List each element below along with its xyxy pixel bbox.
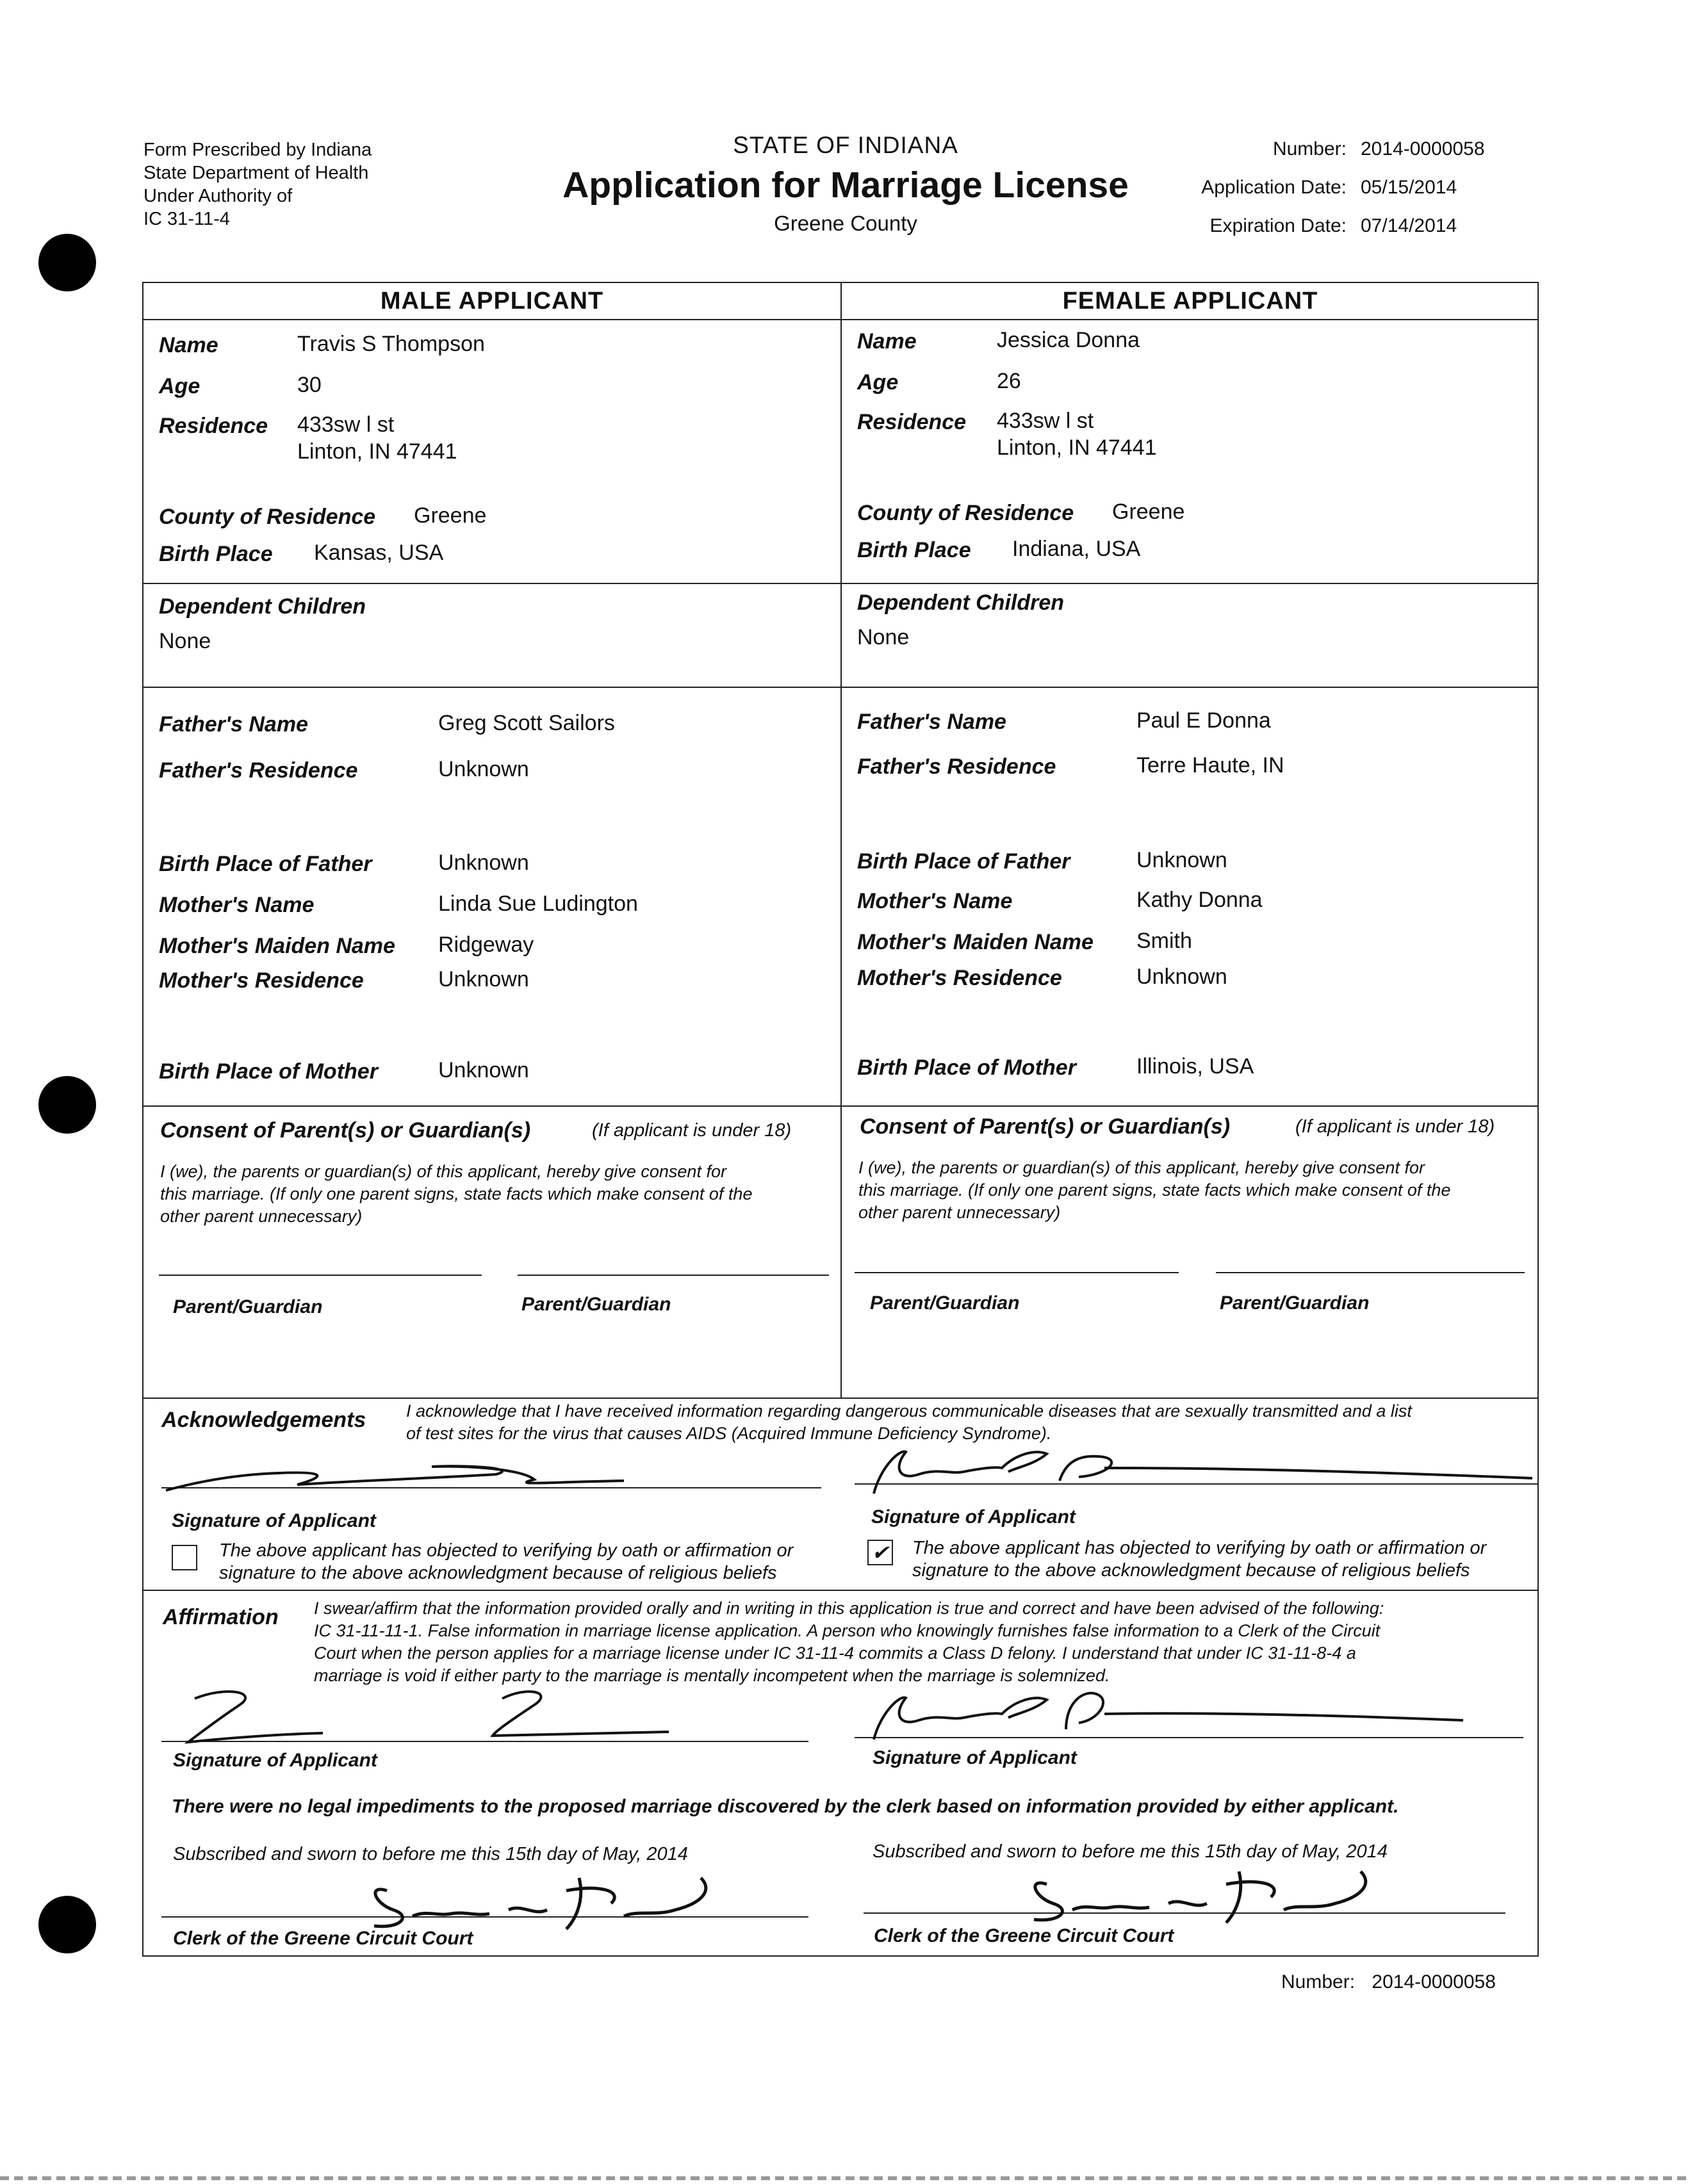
center-divider [840,283,842,1398]
female-sworn-statement: Subscribed and sworn to before me this 15th day of May, 2014 [873,1841,1388,1862]
footer-number-value: 2014-0000058 [1372,1971,1496,1992]
male-mother-birth: Unknown [438,1058,529,1082]
female-objection-text: The above applicant has objected to verifying by oath or affirmation or [912,1538,1487,1558]
female-consent-title: Consent of Parent(s) or Guardian(s) [860,1114,1231,1139]
female-mother-birth-label: Birth Place of Mother [857,1055,1076,1080]
male-mother-residence: Unknown [438,967,529,991]
male-age: 30 [297,373,322,397]
female-mother-maiden-label: Mother's Maiden Name [857,930,1094,954]
male-father-name: Greg Scott Sailors [438,711,615,735]
footer-number [1281,1971,1496,1993]
male-consent-text: I (we), the parents or guardian(s) of this applicant, hereby give consent for [160,1162,726,1181]
male-guardian-label: Parent/Guardian [521,1294,671,1315]
male-clerk-signature-icon [355,1865,739,1935]
male-sworn-statement: Subscribed and sworn to before me this 15th day of May, 2014 [173,1844,688,1864]
male-guardian-label: Parent/Guardian [173,1296,323,1317]
male-mother-residence-label: Mother's Residence [159,968,364,993]
punch-hole-icon [38,234,96,291]
state-name: STATE OF INDIANA [733,132,958,158]
section-divider [143,1398,1539,1399]
female-father-name-label: Father's Name [857,710,1006,734]
male-consent-title: Consent of Parent(s) or Guardian(s) [160,1118,531,1143]
application-form [142,282,1539,1957]
male-residence-city: Linton, IN 47441 [297,439,457,464]
scan-edge-artifact [0,2176,1688,2180]
footer-number-label: Number: [1281,1971,1356,1992]
form-note-line: Under Authority of [143,186,293,206]
female-name-label: Name [857,329,917,354]
female-children: None [857,625,910,649]
female-age-label: Age [857,370,899,395]
county-name: Greene County [774,211,917,235]
female-consent-text: this marriage. (If only one parent signs, state facts which make consent of the [858,1180,1451,1200]
male-residence-label: Residence [159,414,268,438]
male-guardian-signature-line-1[interactable] [159,1275,482,1276]
section-divider [143,1105,1539,1107]
female-county: Greene [1112,500,1185,524]
number-label: Number: [1272,138,1347,159]
male-ack-signature-icon [163,1430,752,1500]
male-father-residence: Unknown [438,757,529,781]
female-guardian-label: Parent/Guardian [870,1292,1020,1314]
affirmation-text: Court when the person applies for a marriage license under IC 31-11-4 commits a Class D felony. I understand that under IC 31-11-8-4 a [314,1643,1356,1663]
female-county-label: County of Residence [857,501,1074,525]
section-divider [143,583,1539,584]
male-mother-name-label: Mother's Name [159,893,315,917]
male-name: Travis S Thompson [297,332,485,356]
male-mother-name: Linda Sue Ludington [438,892,638,916]
male-father-name-label: Father's Name [159,712,308,737]
male-consent-note: (If applicant is under 18) [592,1120,792,1141]
female-consent-note: (If applicant is under 18) [1295,1116,1495,1137]
affirmation-text: I swear/affirm that the information provided orally and in writing in this application is true and correct and have been advised of the following: [314,1599,1384,1618]
section-divider [143,1590,1539,1591]
female-father-name: Paul E Donna [1136,708,1271,733]
document-title: Application for Marriage License [562,165,1129,206]
male-children: None [159,629,211,653]
no-impediments-statement: There were no legal impediments to the proposed marriage discovered by the clerk based on information provided by either applicant. [172,1796,1399,1817]
header-titles [525,132,1166,236]
female-mother-name-label: Mother's Name [857,889,1013,913]
female-guardian-signature-line-1[interactable] [855,1272,1179,1273]
expiration-date-label: Expiration Date: [1209,215,1347,236]
male-applicant-heading: MALE APPLICANT [380,288,604,314]
female-consent-text: other parent unnecessary) [858,1203,1061,1222]
female-residence-label: Residence [857,410,967,434]
form-note-line: State Department of Health [143,163,369,183]
male-name-label: Name [159,333,218,357]
male-ack-signature-label: Signature of Applicant [172,1510,376,1531]
female-mother-residence: Unknown [1136,965,1227,989]
male-age-label: Age [159,374,201,398]
female-name: Jessica Donna [997,328,1140,352]
male-objection-text: signature to the above acknowledgment because of religious beliefs [219,1563,777,1583]
male-mother-birth-label: Birth Place of Mother [159,1059,378,1084]
female-affirmation-signature-icon [855,1675,1521,1746]
punch-hole-icon [38,1076,96,1134]
female-ack-signature-label: Signature of Applicant [871,1506,1076,1528]
acknowledgements-title: Acknowledgements [161,1408,366,1432]
female-children-label: Dependent Children [857,591,1065,615]
female-residence-city: Linton, IN 47441 [997,436,1157,460]
section-divider [143,687,1539,688]
female-objection-checkbox[interactable]: ✔ [867,1540,893,1565]
header-meta [1140,138,1525,254]
application-date: 05/15/2014 [1361,177,1457,198]
female-father-birth: Unknown [1136,848,1227,872]
male-consent-text: this marriage. (If only one parent signs, state facts which make consent of the [160,1184,753,1203]
form-note-line: Form Prescribed by Indiana [143,140,372,160]
male-affirmation-signature-label: Signature of Applicant [173,1750,377,1771]
male-mother-maiden-label: Mother's Maiden Name [159,934,395,958]
affirmation-text: marriage is void if either party to the marriage is mentally incompetent when the marriage is solemnized. [314,1666,1110,1685]
male-affirmation-signature-icon [169,1679,784,1750]
female-father-residence: Terre Haute, IN [1136,753,1284,778]
female-clerk-label: Clerk of the Greene Circuit Court [874,1925,1174,1946]
male-residence-street: 433sw l st [297,412,395,437]
male-father-birth-label: Birth Place of Father [159,852,372,876]
female-mother-residence-label: Mother's Residence [857,966,1062,990]
male-clerk-label: Clerk of the Greene Circuit Court [173,1928,473,1949]
heading-divider [143,319,1539,320]
male-county-label: County of Residence [159,505,376,529]
punch-hole-icon [38,1896,96,1953]
female-birth-place-label: Birth Place [857,538,971,562]
male-birth-place: Kansas, USA [314,541,444,565]
male-consent-text: other parent unnecessary) [160,1207,363,1226]
female-affirmation-signature-label: Signature of Applicant [873,1747,1077,1768]
license-number: 2014-0000058 [1361,138,1485,159]
male-objection-text: The above applicant has objected to verifying by oath or affirmation or [219,1540,794,1561]
application-date-label: Application Date: [1201,177,1347,198]
female-mother-birth: Illinois, USA [1136,1054,1254,1079]
female-objection-text: signature to the above acknowledgment because of religious beliefs [912,1560,1470,1581]
female-guardian-label: Parent/Guardian [1220,1292,1370,1314]
female-applicant-heading: FEMALE APPLICANT [1062,288,1318,314]
male-county: Greene [414,503,487,528]
female-age: 26 [997,369,1021,393]
female-clerk-signature-icon [1002,1859,1386,1929]
female-mother-maiden: Smith [1136,929,1192,953]
form-prescribed-note [143,138,372,231]
female-guardian-signature-line-2[interactable] [1216,1272,1525,1273]
form-note-line: IC 31-11-4 [143,209,230,229]
male-children-label: Dependent Children [159,594,366,619]
male-guardian-signature-line-2[interactable] [518,1275,829,1276]
female-consent-text: I (we), the parents or guardian(s) of this applicant, hereby give consent for [858,1158,1425,1177]
female-ack-signature-icon [855,1430,1534,1500]
male-objection-checkbox[interactable] [172,1545,197,1570]
acknowledgement-text: I acknowledge that I have received information regarding dangerous communicable diseases that are sexually transmitted and a list [406,1401,1412,1421]
male-birth-place-label: Birth Place [159,542,273,566]
female-birth-place: Indiana, USA [1012,537,1141,561]
female-mother-name: Kathy Donna [1136,888,1263,912]
male-father-birth: Unknown [438,851,529,875]
female-father-birth-label: Birth Place of Father [857,849,1070,874]
male-father-residence-label: Father's Residence [159,758,358,783]
female-residence-street: 433sw l st [997,409,1094,433]
acknowledgement-text: of test sites for the virus that causes AIDS (Acquired Immune Deficiency Syndrome). [406,1424,1052,1443]
male-mother-maiden: Ridgeway [438,933,534,957]
affirmation-title: Affirmation [163,1605,279,1629]
affirmation-text: IC 31-11-11-1. False information in marriage license application. A person who knowingly furnishes false information to a Clerk of the Circuit [314,1621,1381,1640]
expiration-date: 07/14/2014 [1361,215,1457,236]
female-father-residence-label: Father's Residence [857,754,1056,779]
